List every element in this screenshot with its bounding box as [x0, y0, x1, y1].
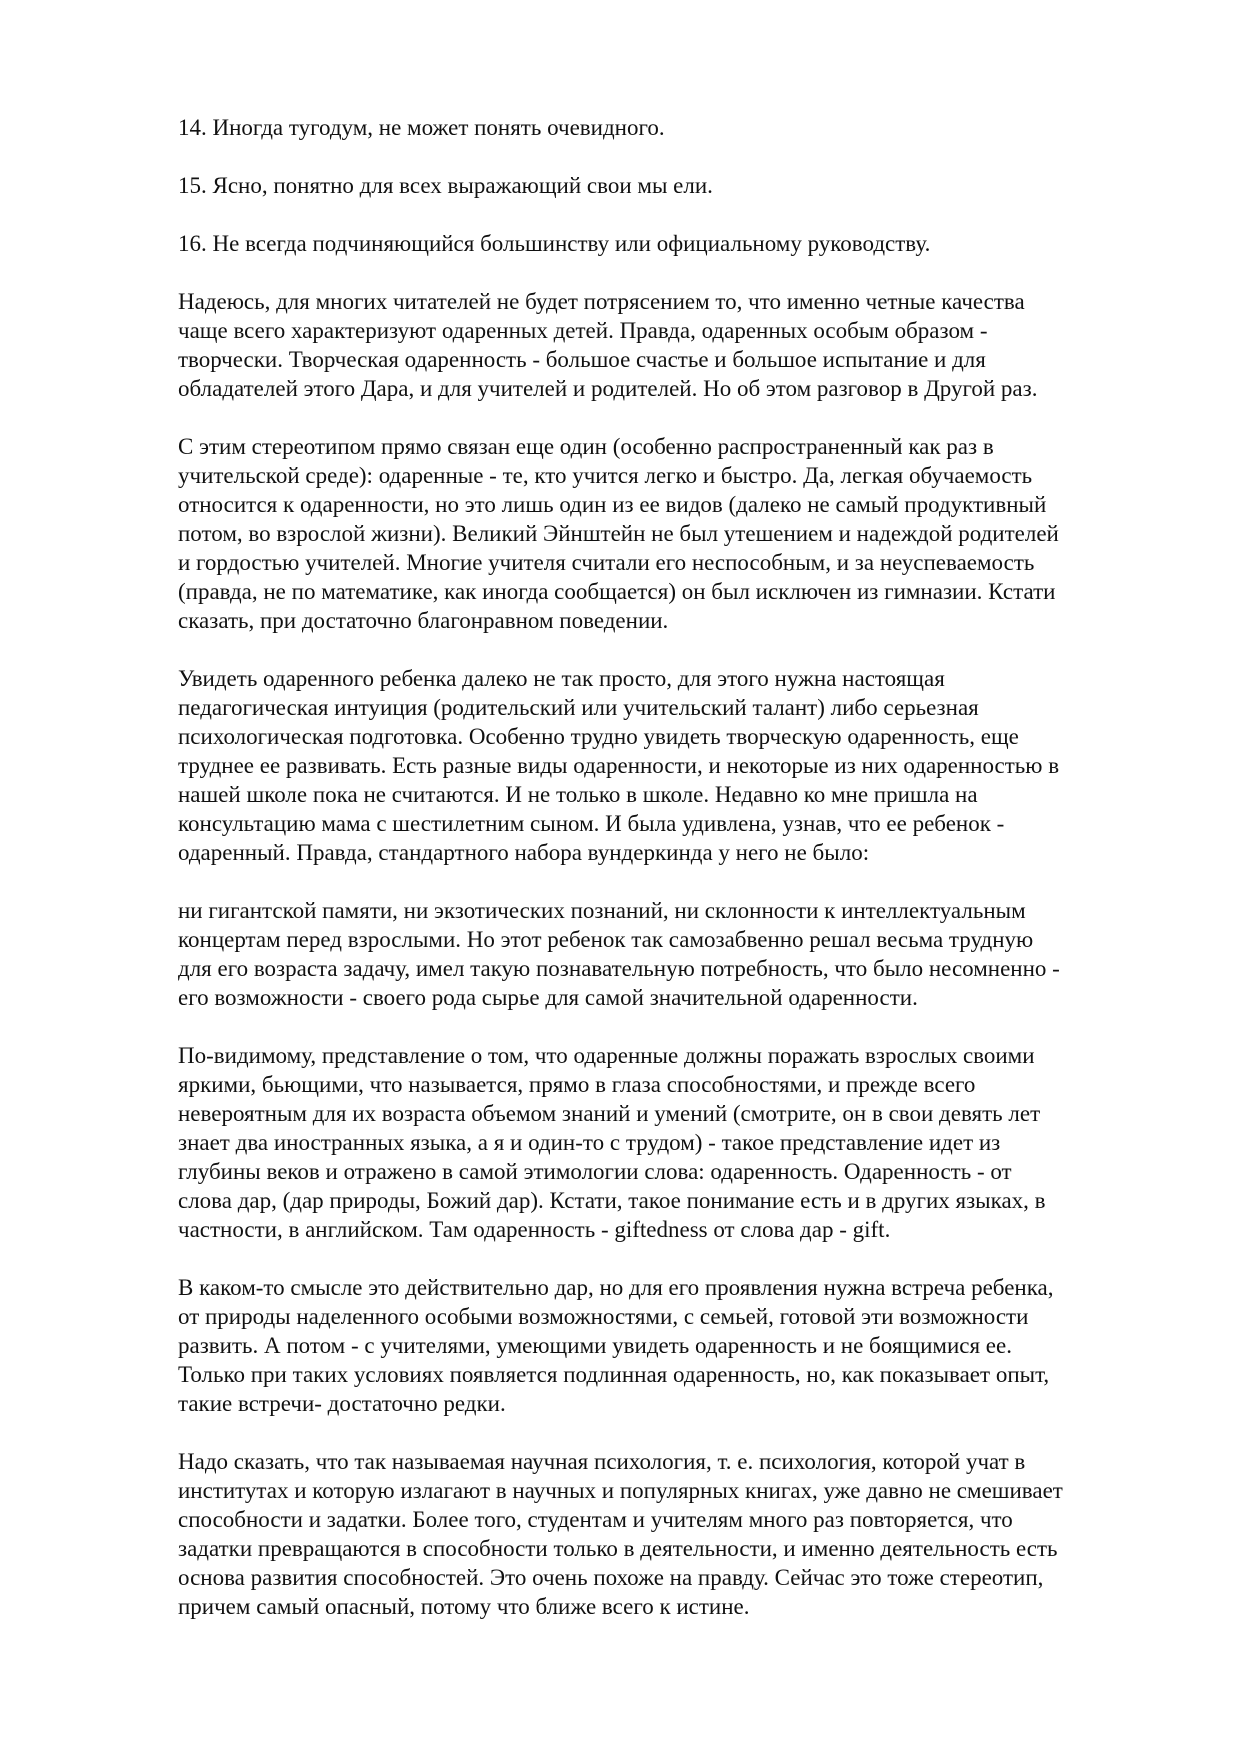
- text-line: 16. Не всегда подчиняющийся большинству или официальному руководству.: [178, 231, 931, 256]
- text-line: По-видимому, представление о том, что одаренные должны поражать взрослых своими: [178, 1043, 1035, 1068]
- text-line: потом, во взрослой жизни). Великий Эйнштейн не был утешением и надеждой родителей: [178, 521, 1059, 546]
- text-line: развить. А потом - с учителями, умеющими увидеть одаренность и не боящимися ее.: [178, 1333, 1012, 1358]
- text-line: глубины веков и отражено в самой этимологии слова: одаренность. Одаренность - от: [178, 1159, 1012, 1184]
- text-line: слова дар, (дар природы, Божий дар). Кстати, такое понимание есть и в других языках, в: [178, 1188, 1046, 1213]
- text-line: чаще всего характеризуют одаренных детей. Правда, одаренных особым образом -: [178, 318, 988, 343]
- text-line: способности и задатки. Более того, студентам и учителям много раз повторяется, что: [178, 1507, 1013, 1532]
- text-line: труднее ее развивать. Есть разные виды одаренности, и некоторые из них одаренностью в: [178, 753, 1060, 778]
- text-line: причем самый опасный, потому что ближе всего к истине.: [178, 1594, 750, 1619]
- text-line: Увидеть одаренного ребенка далеко не так просто, для этого нужна настоящая: [178, 666, 945, 691]
- text-line: знает два иностранных языка, а я и один-то с трудом) - такое представление идет из: [178, 1130, 1001, 1155]
- text-line: Только при таких условиях появляется подлинная одаренность, но, как показывает опыт,: [178, 1362, 1050, 1387]
- paragraph-even-qualities: [178, 287, 1168, 403]
- text-line: частности, в английском. Там одаренность - giftedness от слова дар - gift.: [178, 1217, 891, 1242]
- paragraph-etymology-giftedness: [178, 1041, 1168, 1244]
- text-line: и гордостью учителей. Многие учителя считали его неспособным, и за неуспеваемость: [178, 550, 1035, 575]
- text-line: нашей школе пока не считаются. И не только в школе. Недавно ко мне пришла на: [178, 782, 978, 807]
- text-line: учительской среде): одаренные - те, кто учится легко и быстро. Да, легкая обучаемость: [178, 463, 1033, 488]
- text-line: для его возраста задачу, имел такую познавательную потребность, что было несомненно -: [178, 956, 1060, 981]
- text-line: 14. Иногда тугодум, не может понять очевидного.: [178, 115, 665, 140]
- text-line: обладателей этого Дара, и для учителей и родителей. Но об этом разговор в Другой раз.: [178, 376, 1038, 401]
- paragraph-item-16: [178, 229, 1168, 258]
- text-line: основа развития способностей. Это очень похоже на правду. Сейчас это тоже стереотип,: [178, 1565, 1044, 1590]
- text-line: концертам перед взрослыми. Но этот ребенок так самозабвенно решал весьма трудную: [178, 927, 1034, 952]
- text-line: сказать, при достаточно благонравном поведении.: [178, 608, 669, 633]
- text-line: от природы наделенного особыми возможностями, с семьей, готовой эти возможности: [178, 1304, 1029, 1329]
- text-line: задатки превращаются в способности только в деятельности, и именно деятельность есть: [178, 1536, 1058, 1561]
- paragraph-item-14: [178, 113, 1168, 142]
- text-line: 15. Ясно, понятно для всех выражающий свои мы ели.: [178, 173, 713, 198]
- text-line: С этим стереотипом прямо связан еще один (особенно распространенный как раз в: [178, 434, 994, 459]
- text-line: ни гигантской памяти, ни экзотических познаний, ни склонности к интеллектуальным: [178, 898, 1026, 923]
- paragraph-stereotype-easy-learning: [178, 432, 1168, 635]
- text-line: Надеюсь, для многих читателей не будет потрясением то, что именно четные качества: [178, 289, 1025, 314]
- text-line: яркими, бьющими, что называется, прямо в глаза способностями, и прежде всего: [178, 1072, 976, 1097]
- text-line: одаренный. Правда, стандартного набора вундеркинда у него не было:: [178, 840, 870, 865]
- text-line: относится к одаренности, но это лишь один из ее видов (далеко не самый продуктивный: [178, 492, 1047, 517]
- text-line: Надо сказать, что так называемая научная психология, т. е. психология, которой учат в: [178, 1449, 1026, 1474]
- text-line: (правда, не по математике, как иногда сообщается) он был исключен из гимназии. Кстати: [178, 579, 1056, 604]
- paragraph-scientific-psychology: [178, 1447, 1168, 1621]
- paragraph-no-giant-memory: [178, 896, 1168, 1012]
- text-line: В каком-то смысле это действительно дар, но для его проявления нужна встреча ребенка,: [178, 1275, 1054, 1300]
- text-line: психологическая подготовка. Особенно трудно увидеть творческую одаренность, еще: [178, 724, 1019, 749]
- text-line: институтах и которую излагают в научных и популярных книгах, уже давно не смешивает: [178, 1478, 1063, 1503]
- text-line: консультацию мама с шестилетним сыном. И была удивлена, узнав, что ее ребенок -: [178, 811, 1005, 836]
- document-body: [178, 113, 1168, 1650]
- paragraph-seeing-gifted-child: [178, 664, 1168, 867]
- paragraph-gift-meeting: [178, 1273, 1168, 1418]
- paragraph-item-15: [178, 171, 1168, 200]
- text-line: его возможности - своего рода сырье для самой значительной одаренности.: [178, 985, 918, 1010]
- text-line: такие встречи- достаточно редки.: [178, 1391, 506, 1416]
- text-line: педагогическая интуиция (родительский или учительский талант) либо серьезная: [178, 695, 979, 720]
- text-line: невероятным для их возраста объемом знаний и умений (смотрите, он в свои девять лет: [178, 1101, 1041, 1126]
- text-line: творчески. Творческая одаренность - большое счастье и большое испытание и для: [178, 347, 986, 372]
